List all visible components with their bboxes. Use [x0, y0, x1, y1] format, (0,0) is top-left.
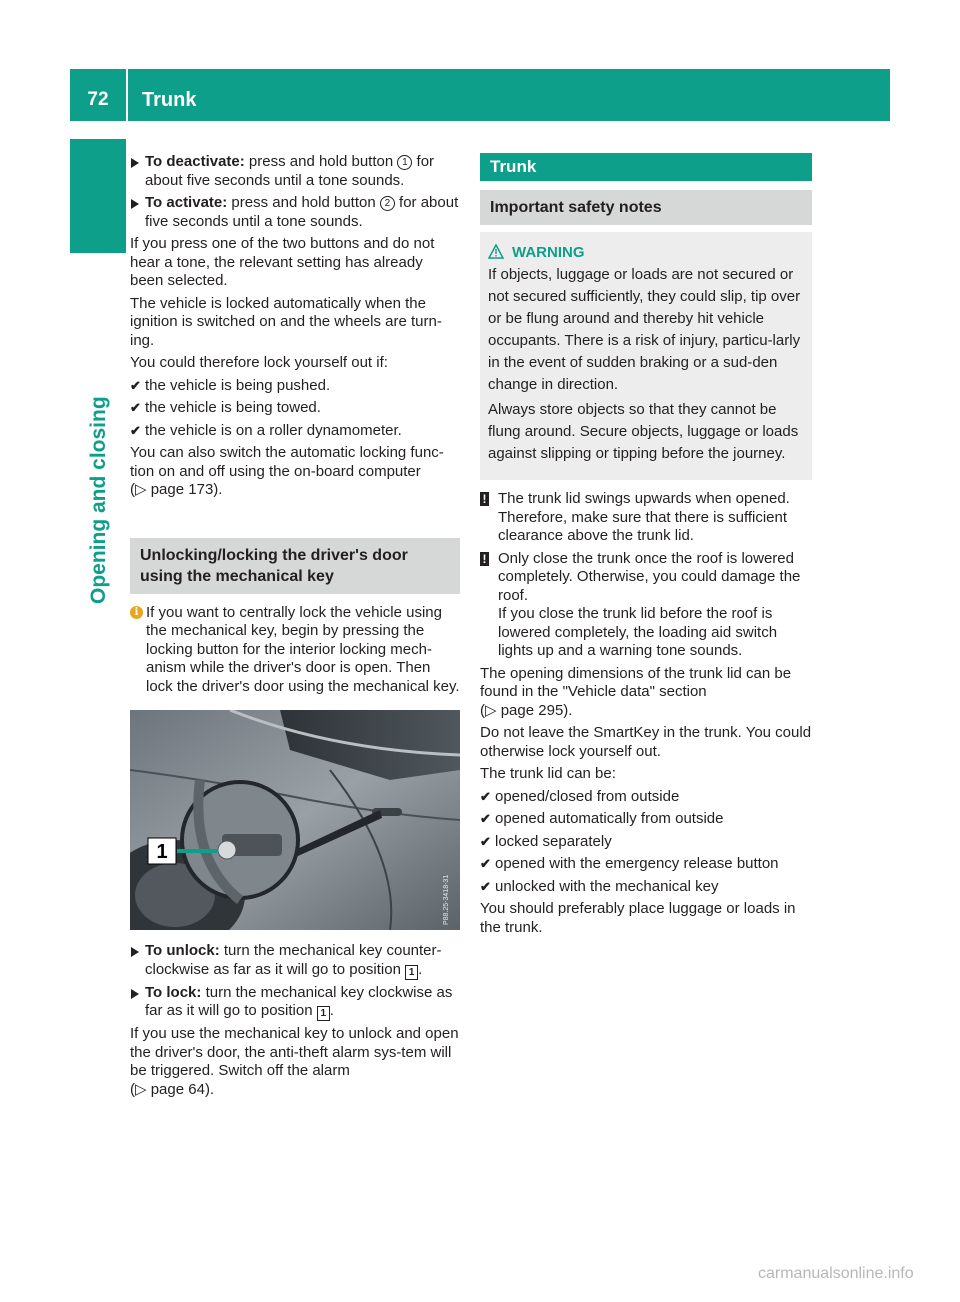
- step-end: .: [329, 1002, 334, 1019]
- step-text: press and hold button: [231, 194, 376, 211]
- check-mark-icon: ✔: [130, 422, 141, 438]
- list-item-text: opened with the emergency release button: [495, 855, 779, 872]
- position-marker-icon: 1: [405, 965, 418, 980]
- step-text: turn the mechanical key counter-clockwise as far as it will go to position: [145, 942, 442, 978]
- list-item: [480, 833, 812, 852]
- page-ref-link[interactable]: page 295).: [500, 701, 573, 719]
- page-ref-icon: ▷: [135, 481, 147, 498]
- step-lock: [130, 984, 460, 1022]
- trunk-heading: Trunk: [480, 153, 812, 181]
- step-text: for about five seconds until a tone sounds.: [145, 194, 459, 230]
- side-tab: [70, 139, 126, 253]
- check-mark-icon: ✔: [480, 856, 491, 871]
- step-label: To unlock:: [145, 942, 220, 959]
- check-mark-icon: ✔: [130, 400, 141, 415]
- step-label: To lock:: [145, 983, 202, 1001]
- paragraph: The trunk lid can be:: [480, 765, 616, 782]
- paragraph-text: The opening dimensions of the trunk lid can be found in the "Vehicle data" section: [480, 664, 792, 700]
- door-lock-illustration: [130, 710, 460, 930]
- list-item-text: the vehicle is being pushed.: [145, 376, 331, 394]
- step-end: .: [418, 960, 423, 978]
- exclamation-icon: !: [480, 492, 489, 506]
- page-ref-link[interactable]: page 173).: [150, 481, 223, 498]
- caution-note: [480, 490, 812, 546]
- circle-number-icon: 1: [397, 155, 412, 170]
- page-ref-icon: ▷: [135, 1080, 147, 1098]
- section-heading: Unlocking/locking the driver's door using the mechanical key: [130, 538, 460, 594]
- paragraph: If you use the mechanical key to unlock and open the driver's door, the anti-theft alarm sys-tem will be triggered. Switch off the alarm (▷ page 64).: [130, 1025, 459, 1098]
- info-note: [130, 604, 460, 697]
- position-marker-icon: 1: [317, 1006, 330, 1021]
- list-item-text: the vehicle is being towed.: [145, 399, 321, 416]
- step-activate: [130, 194, 460, 231]
- paragraph: The opening dimensions of the trunk lid can be found in the "Vehicle data" section (▷ page 295).: [480, 664, 792, 719]
- warning-triangle-icon: [488, 244, 504, 259]
- page-header: [70, 69, 890, 121]
- list-item: [130, 422, 460, 441]
- list-item: [130, 399, 460, 418]
- figure-label: 1: [156, 841, 168, 863]
- paragraph: The vehicle is locked automatically when the ignition is switched on and the wheels are turn-ing.: [130, 294, 442, 349]
- section-label: Opening and closing: [87, 396, 110, 604]
- warning-box: [480, 232, 812, 480]
- list-item-text: unlocked with the mechanical key: [495, 877, 719, 895]
- list-item: [480, 855, 812, 874]
- car-door-image: [130, 710, 460, 930]
- check-mark-icon: ✔: [480, 811, 491, 826]
- info-icon: i: [130, 606, 143, 619]
- header-title: Trunk: [142, 89, 197, 111]
- check-mark-icon: ✔: [480, 878, 491, 894]
- triangle-right-icon: [131, 947, 139, 957]
- paragraph: Do not leave the SmartKey in the trunk. You could otherwise lock yourself out.: [480, 724, 812, 760]
- list-item: [480, 878, 812, 897]
- list-item: [480, 810, 812, 829]
- page-ref-icon: ▷: [485, 701, 497, 719]
- step-label: To activate:: [145, 194, 228, 211]
- triangle-right-icon: [131, 158, 139, 168]
- check-mark-icon: ✔: [480, 833, 491, 849]
- list-item-text: the vehicle is on a roller dynamometer.: [145, 421, 402, 439]
- paragraph: You can also switch the automatic locking func-tion on and off using the on-board computer (▷ page 173).: [130, 444, 444, 498]
- paragraph: If you press one of the two buttons and do not hear a tone, the relevant setting has already been selected.: [130, 235, 435, 289]
- list-item: [130, 377, 460, 396]
- check-mark-icon: ✔: [480, 788, 491, 804]
- triangle-right-icon: [131, 199, 139, 209]
- paragraph-text: You can also switch the automatic locking func-tion on and off using the on-board computer: [130, 444, 444, 480]
- step-deactivate: [130, 153, 460, 190]
- step-text: for about five seconds until a tone sounds.: [145, 153, 435, 189]
- left-column: [130, 153, 460, 1103]
- caution-note: [480, 550, 812, 661]
- note-text: Only close the trunk once the roof is lowered completely. Otherwise, you could damage the roof.: [498, 549, 801, 604]
- list-item-text: locked separately: [495, 832, 612, 850]
- paragraph-text: If you use the mechanical key to unlock and open the driver's door, the anti-theft alarm sys-tem will be triggered. Switch off the alarm: [130, 1025, 459, 1079]
- figure-code: P88.25-3418-31: [443, 874, 450, 925]
- step-text: press and hold button: [248, 153, 394, 170]
- paragraph: You should preferably place luggage or loads in the trunk.: [480, 900, 796, 936]
- page-ref-link[interactable]: page 64).: [150, 1080, 215, 1098]
- header-divider: [126, 69, 128, 121]
- warning-title: WARNING: [512, 244, 585, 261]
- note-text: The trunk lid swings upwards when opened. Therefore, make sure that there is sufficient clearance above the trunk lid.: [498, 490, 790, 544]
- warning-text: If objects, luggage or loads are not secured or not secured sufficiently, they could slip, tip over or be flung around and thereby hit vehicle occupants. There is a risk of injury, particu-larly in the event of sudden braking or a sud-den change in direction.: [488, 266, 801, 393]
- paragraph: You could therefore lock yourself out if:: [130, 354, 388, 371]
- list-item-text: opened/closed from outside: [495, 787, 680, 805]
- page-number: 72: [87, 89, 109, 110]
- list-item-text: opened automatically from outside: [495, 810, 724, 827]
- right-column: [480, 153, 812, 941]
- step-label: To deactivate:: [145, 153, 245, 170]
- exclamation-icon: !: [480, 552, 489, 566]
- step-text: turn the mechanical key clockwise as far as it will go to position: [145, 983, 453, 1019]
- step-unlock: [130, 942, 460, 980]
- safety-heading: Important safety notes: [480, 190, 812, 225]
- triangle-right-icon: [131, 989, 139, 999]
- circle-number-icon: 2: [380, 196, 395, 211]
- check-mark-icon: ✔: [130, 377, 141, 393]
- warning-text: Always store objects so that they cannot be flung around. Secure objects, luggage or loads against slipping or tipping before the journey.: [488, 401, 799, 462]
- note-text: If you close the trunk lid before the roof is lowered completely, the loading aid switch lights up and a warning tone sounds.: [498, 605, 778, 659]
- watermark: carmanualsonline.info: [758, 1265, 914, 1282]
- info-text: If you want to centrally lock the vehicle using the mechanical key, begin by pressing the locking button for the interior locking mech-anism while the driver's door is open. Then lock the driver's door using the mechanical key.: [146, 603, 460, 695]
- warning-header: [488, 242, 804, 264]
- list-item: [480, 788, 812, 807]
